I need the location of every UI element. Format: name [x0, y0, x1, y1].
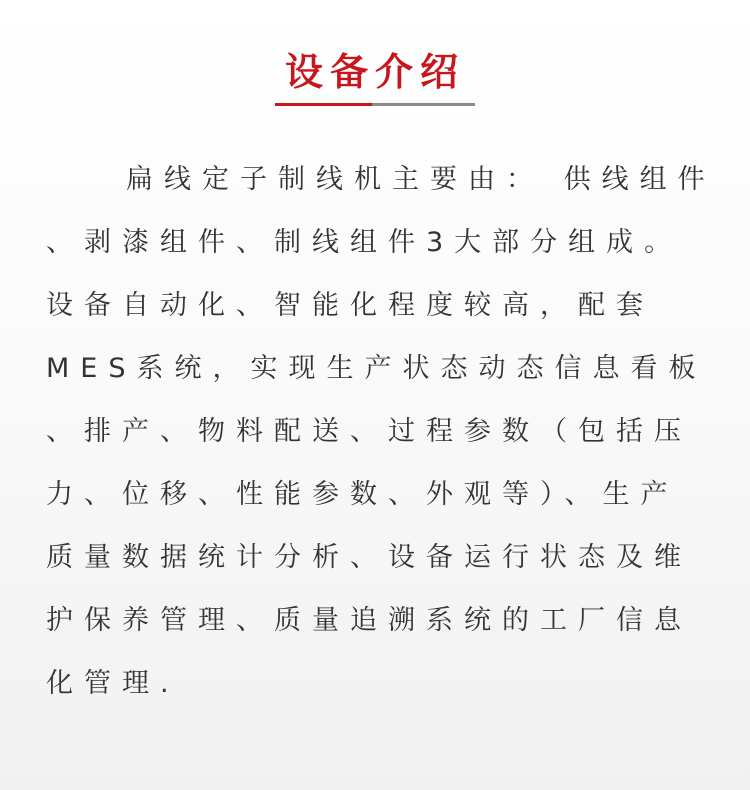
description-line: 质量数据统计分析、设备运行状态及维 [46, 542, 692, 573]
description-line: MES系统，实现生产状态动态信息看板 [46, 353, 707, 384]
description-line: 设备自动化、智能化程度较高，配套 [46, 290, 654, 321]
description-line: 化管理. [46, 668, 180, 699]
section-title: 设备介绍 [284, 50, 465, 94]
description-line: 力、位移、性能参数、外观等）、生产 [46, 479, 679, 510]
description-line: 、剥漆组件、制线组件3大部分组成。 [46, 227, 683, 258]
description-line: 、排产、物料配送、过程参数（包括压 [46, 416, 692, 447]
title-underline-gray [372, 103, 475, 106]
title-underline-accent [275, 103, 372, 106]
description-paragraph [46, 148, 718, 715]
description-line: 护保养管理、质量追溯系统的工厂信息 [46, 605, 692, 636]
description-line: 扁线定子制线机主要由： 供线组件 [126, 164, 716, 195]
